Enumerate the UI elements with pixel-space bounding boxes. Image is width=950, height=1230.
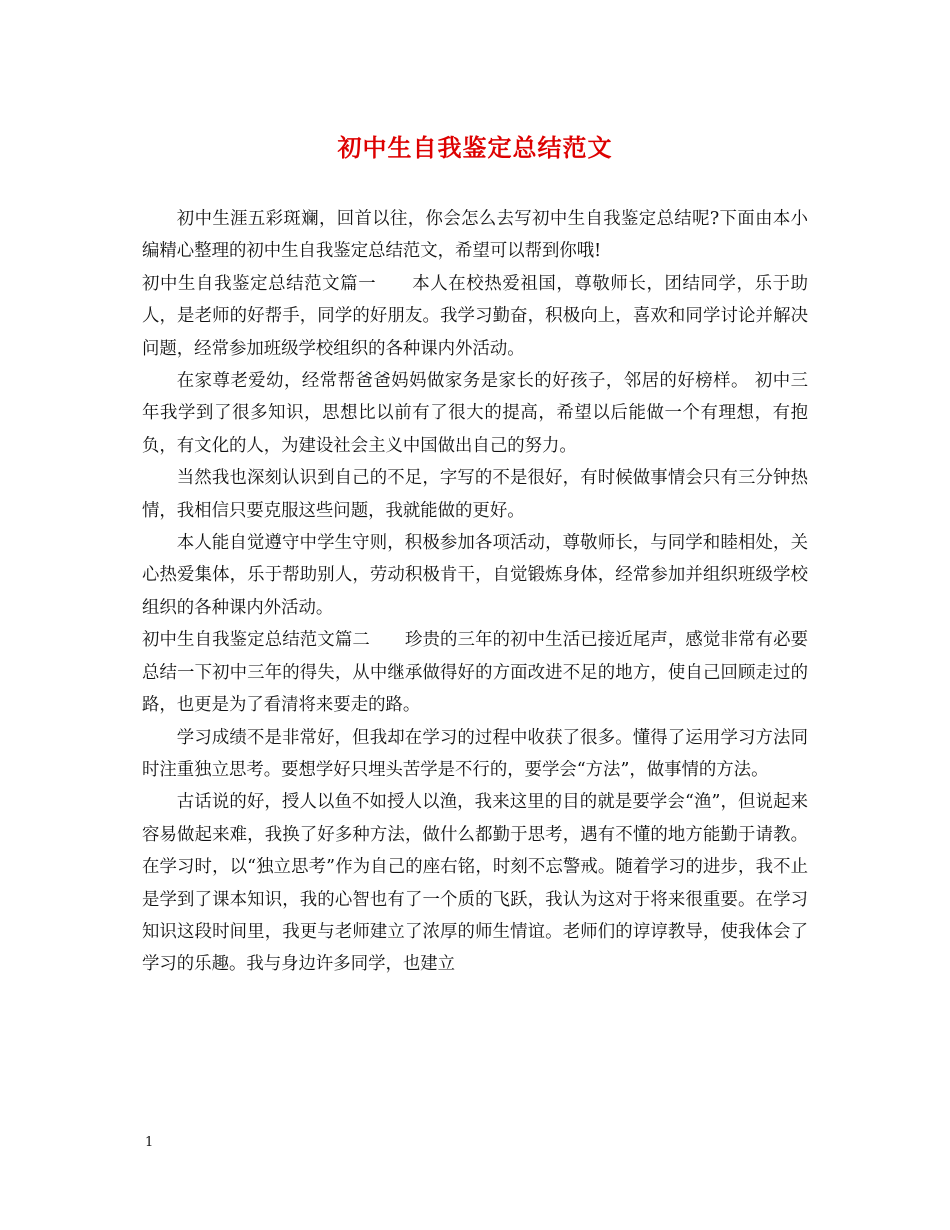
- paragraph-section-one: 初中生自我鉴定总结范文篇一 本人在校热爱祖国，尊敬师长，团结同学，乐于助人，是老师的好帮手，同学的好朋友。我学习勤奋，积极向上，喜欢和同学讨论并解决问题，经常参加班级学校组织的各种课内外活动。: [142, 273, 808, 359]
- paragraph-shortcomings: 当然我也深刻认识到自己的不足，字写的不是很好，有时候做事情会只有三分钟热情，我相信只要克服这些问题，我就能做的更好。: [142, 468, 808, 521]
- paragraph-family: 在家尊老爱幼，经常帮爸爸妈妈做家务是家长的好孩子，邻居的好榜样。 初中三年我学到了很多知识，思想比以前有了很大的提高，希望以后能做一个有理想，有抱负，有文化的人，为建设社会主义中国做出自己的努力。: [142, 371, 808, 456]
- paragraph-section-two: 初中生自我鉴定总结范文篇二 珍贵的三年的初中生活已接近尾声，感觉非常有必要总结一下初中三年的得失，从中继承做得好的方面改进不足的地方，使自己回顾走过的路，也更是为了看清将来要走的路。: [142, 630, 808, 716]
- document-body: [142, 203, 808, 981]
- paragraph-conduct: 本人能自觉遵守中学生守则，积极参加各项活动，尊敬师长，与同学和睦相处，关心热爱集体，乐于帮助别人，劳动积极肯干，自觉锻炼身体，经常参加并组织班级学校组织的各种课内外活动。: [142, 533, 808, 618]
- document-title: 初中生自我鉴定总结范文: [337, 133, 613, 162]
- page-number: 1: [145, 1135, 154, 1150]
- paragraph-study-method: 学习成绩不是非常好，但我却在学习的过程中收获了很多。懂得了运用学习方法同时注重独立思考。要想学好只埋头苦学是不行的，要学会“方法”，做事情的方法。: [142, 727, 808, 780]
- paragraph-intro: 初中生涯五彩斑斓，回首以往，你会怎么去写初中生自我鉴定总结呢?下面由本小编精心整理的初中生自我鉴定总结范文，希望可以帮到你哦!: [142, 209, 808, 262]
- paragraph-proverb: 古话说的好，授人以鱼不如授人以渔，我来这里的目的就是要学会“渔”，但说起来容易做起来难，我换了好多种方法，做什么都勤于思考，遇有不懂的地方能勤于请教。在学习时，以“独立思考”作为自己的座右铭，时刻不忘警戒。随着学习的进步，我不止是学到了课本知识，我的心智也有了一个质的飞跃，我认为这对于将来很重要。在学习知识这段时间里，我更与老师建立了浓厚的师生情谊。老师们的谆谆教导，使我体会了学习的乐趣。我与身边许多同学，也建立: [142, 792, 808, 975]
